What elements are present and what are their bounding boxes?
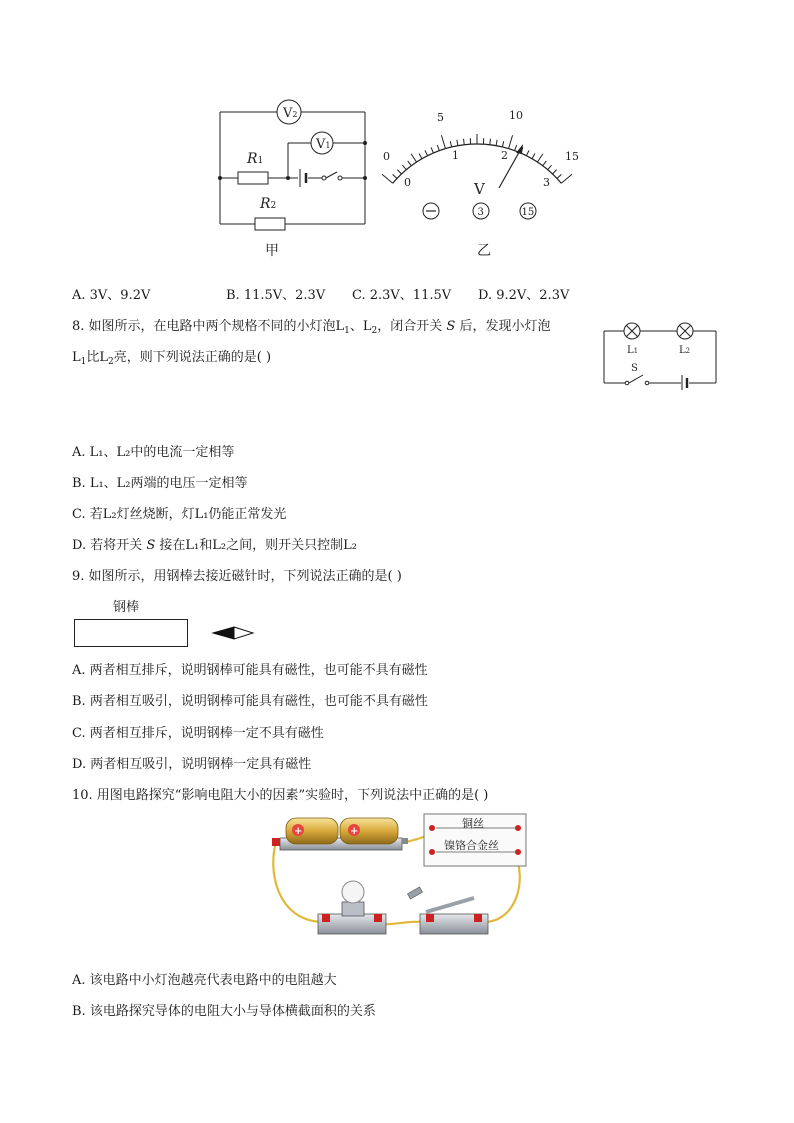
r1-label: R1	[247, 151, 264, 167]
dial-tick	[490, 139, 491, 145]
dial-tick	[441, 135, 445, 148]
dial-tick	[515, 145, 517, 151]
scale-bottom-0: 0	[404, 176, 411, 189]
dial-tick	[397, 170, 401, 174]
circuit-diagram-jia	[210, 98, 375, 263]
dial-tick	[393, 174, 397, 178]
lamp-l1-label: L1	[627, 345, 639, 356]
battery-holder-icon	[272, 818, 408, 850]
dial-tick	[548, 165, 552, 170]
q8-stem-line2: $L_1$比$L_2$亮，则下列说法正确的是( )	[72, 350, 272, 367]
caption-yi: 乙	[477, 243, 491, 259]
dial-tick	[457, 140, 458, 146]
dial-tick	[496, 140, 497, 146]
steel-bar	[74, 619, 188, 647]
q8-option-d[interactable]: D. 若将开关 S 接在L₁和L₂之间，则开关只控制L₂	[72, 538, 357, 553]
q9-option-b[interactable]: B. 两者相互吸引，说明钢棒可能具有磁性，也可能不具有磁性	[72, 694, 428, 709]
magnetic-needle-icon	[210, 624, 256, 642]
scale-top-15: 15	[565, 150, 579, 163]
wire-label-nichrome: 镍铬合金丝	[444, 839, 499, 852]
dial-tick	[450, 141, 451, 147]
dial-tick	[552, 170, 556, 174]
svg-text:3: 3	[477, 207, 484, 218]
q7-option-c[interactable]: C. 2.3V、11.5V	[352, 288, 452, 303]
q7-option-d[interactable]: D. 9.2V、2.3V	[478, 288, 570, 303]
voltmeter-v2-icon	[277, 100, 301, 124]
dial-tick	[464, 139, 465, 145]
svg-text:+: +	[350, 826, 359, 837]
dial-tick	[437, 145, 439, 151]
lamp-l2-label: L2	[679, 345, 691, 356]
q8-stem-line1: 8. 如图所示，在电路中两个规格不同的小灯泡$L_1$、$L_2$，闭合开关 S 后，发现小灯泡	[72, 319, 551, 336]
q8-option-a[interactable]: A. L₁、L₂中的电流一定相等	[72, 445, 235, 460]
dial-tick	[419, 154, 422, 159]
q7-option-b[interactable]: B. 11.5V、2.3V	[226, 288, 326, 303]
scale-bottom-1: 1	[452, 149, 459, 162]
svg-text:+: +	[294, 826, 303, 837]
q9-stem: 9. 如图所示，用钢棒去接近磁针时，下列说法正确的是( )	[72, 569, 402, 584]
dial-tick	[402, 165, 406, 170]
svg-text:V1: V1	[316, 137, 331, 152]
dial-tick	[425, 150, 428, 155]
unit-label: V	[474, 180, 485, 198]
q9-option-c[interactable]: C. 两者相互排斥，说明钢棒一定不具有磁性	[72, 726, 324, 741]
dial-tick	[382, 174, 393, 183]
steel-bar-label: 钢棒	[113, 600, 140, 615]
dial-tick	[431, 147, 433, 153]
q9-option-d[interactable]: D. 两者相互吸引，说明钢棒一定具有磁性	[72, 757, 312, 772]
scale-bottom-2: 2	[501, 149, 508, 162]
q8-option-b[interactable]: B. L₁、L₂两端的电压一定相等	[72, 476, 248, 491]
dial-tick	[509, 135, 513, 148]
dial-tick	[411, 154, 416, 162]
terminal-minus-icon	[423, 203, 439, 219]
svg-text:V2: V2	[283, 106, 298, 121]
q10-option-a[interactable]: A. 该电路中小灯泡越亮代表电路中的电阻越大	[72, 973, 337, 988]
terminal-15-icon	[520, 203, 536, 219]
voltmeter-dial-yi	[380, 104, 580, 224]
terminal-3-icon	[473, 203, 489, 219]
q9-option-a[interactable]: A. 两者相互排斥，说明钢棒可能具有磁性，也可能不具有磁性	[72, 663, 428, 678]
scale-top-0: 0	[383, 150, 390, 163]
q10-circuit-photo	[266, 810, 528, 942]
q8-option-c[interactable]: C. 若L₂灯丝烧断，灯L₁仍能正常发光	[72, 507, 287, 522]
dial-tick	[561, 174, 572, 183]
dial-tick	[557, 174, 561, 178]
dial-tick	[543, 161, 547, 166]
scale-bottom-3: 3	[543, 176, 550, 189]
bulb-holder-icon	[318, 881, 386, 934]
switch-s-label: S	[631, 363, 638, 374]
scale-top-5: 5	[437, 111, 444, 124]
svg-text:15: 15	[521, 207, 535, 218]
wire-label-copper: 铜丝	[462, 817, 484, 830]
voltmeter-v1-icon	[311, 132, 333, 154]
q8-circuit-diagram	[598, 318, 723, 390]
dial-tick	[532, 154, 535, 159]
knife-switch-icon	[407, 887, 488, 934]
q7-option-a[interactable]: A. 3V、9.2V	[72, 288, 151, 303]
dial-tick	[526, 150, 529, 155]
dial-tick	[537, 154, 542, 162]
dial-tick	[408, 161, 412, 166]
caption-jia: 甲	[265, 243, 279, 259]
dial-tick	[502, 141, 503, 147]
r2-label: R2	[260, 196, 277, 212]
q10-option-b[interactable]: B. 该电路探究导体的电阻大小与导体横截面积的关系	[72, 1004, 376, 1019]
q10-stem: 10. 用图电路探究“影响电阻大小的因素”实验时，下列说法中正确的是( )	[72, 788, 489, 803]
scale-top-10: 10	[509, 109, 523, 122]
